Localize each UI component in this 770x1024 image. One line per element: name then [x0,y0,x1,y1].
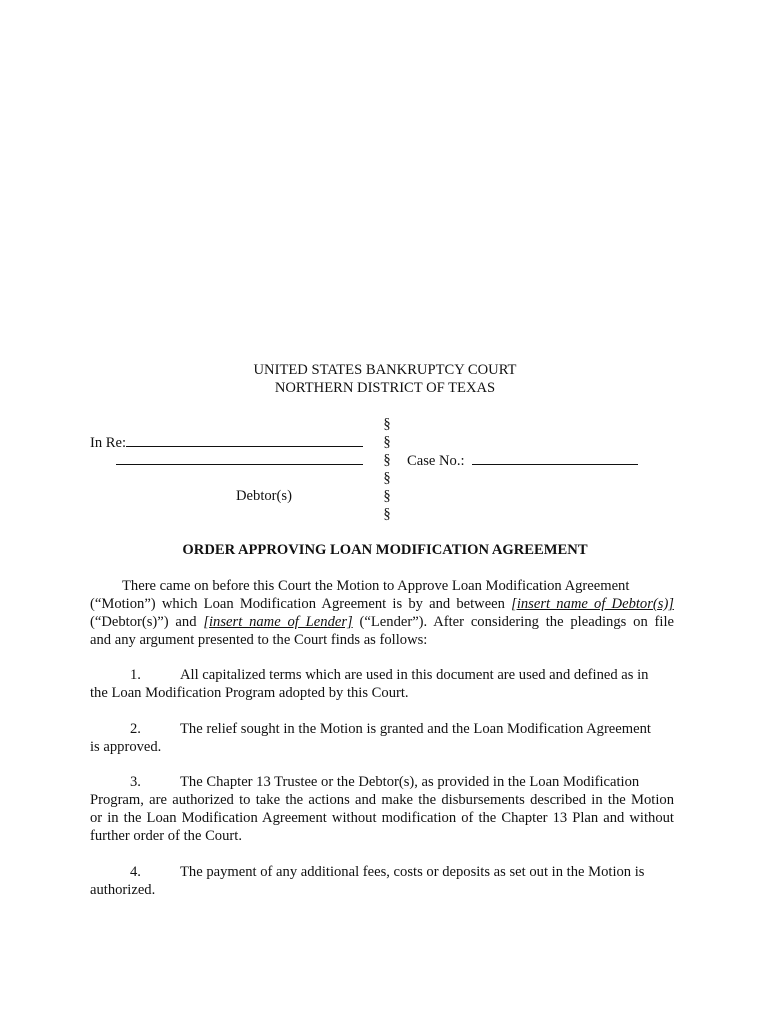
paragraph-line: is approved. [90,739,162,755]
paragraph-line: All capitalized terms which are used in this document are used and defined as in [180,667,649,683]
debtor-placeholder: [insert name of Debtor(s)] [511,596,674,612]
numbered-paragraph [90,863,674,899]
lender-placeholder: [insert name of Lender] [203,614,353,630]
court-heading [0,361,770,397]
in-re-label: In Re: [90,435,127,451]
section-symbol: § [383,506,391,522]
intro-line: There came on before this Court the Motion to Approve Loan Modification Agreement [122,578,630,594]
numbered-paragraph [90,666,674,702]
paragraph-line: The payment of any additional fees, costs or deposits as set out in the Motion is [180,864,645,880]
paragraph-number: 3. [130,774,141,790]
intro-line: and any argument presented to the Court finds as follows: [90,632,428,648]
section-symbol: § [383,434,391,450]
section-symbol: § [383,488,391,504]
paragraph-number: 2. [130,721,141,737]
case-number-line [407,451,638,470]
numbered-paragraph [90,773,674,845]
numbered-paragraph [90,720,674,756]
paragraph-line: The relief sought in the Motion is granted and the Loan Modification Agreement [180,721,651,737]
section-symbol: § [383,452,391,468]
paragraph-line: authorized. [90,882,156,898]
section-symbol: § [383,470,391,486]
debtor-name-blank[interactable] [116,451,363,465]
paragraph-line: The Chapter 13 Trustee or the Debtor(s), as provided in the Loan Modification [180,774,640,790]
case-no-label: Case No.: [407,453,465,469]
paragraph-line: Program, are authorized to take the actions and make the disbursements described in the Motion [90,792,674,808]
case-number-blank[interactable] [472,451,638,465]
section-symbol: § [383,416,391,432]
paragraph-line: the Loan Modification Program adopted by this Court. [90,685,409,701]
intro-line: (“Debtor(s)”) and [90,614,204,630]
court-name: UNITED STATES BANKRUPTCY COURT [253,362,517,378]
intro-line: (“Lender”). After considering the pleadings on file [352,614,675,630]
intro-paragraph [90,577,674,649]
in-re-line [90,433,363,452]
in-re-blank[interactable] [126,433,363,447]
order-title: ORDER APPROVING LOAN MODIFICATION AGREEMENT [182,542,588,558]
debtor-label: Debtor(s) [236,488,292,504]
court-district: NORTHERN DISTRICT OF TEXAS [274,380,496,396]
paragraph-number: 1. [130,667,141,683]
paragraph-line: further order of the Court. [90,828,242,844]
in-re-second-line [116,451,363,470]
paragraph-number: 4. [130,864,141,880]
intro-line: (“Motion”) which Loan Modification Agreement is by and between [90,596,512,612]
paragraph-line: or in the Loan Modification Agreement without modification of the Chapter 13 Plan and without [90,810,674,826]
